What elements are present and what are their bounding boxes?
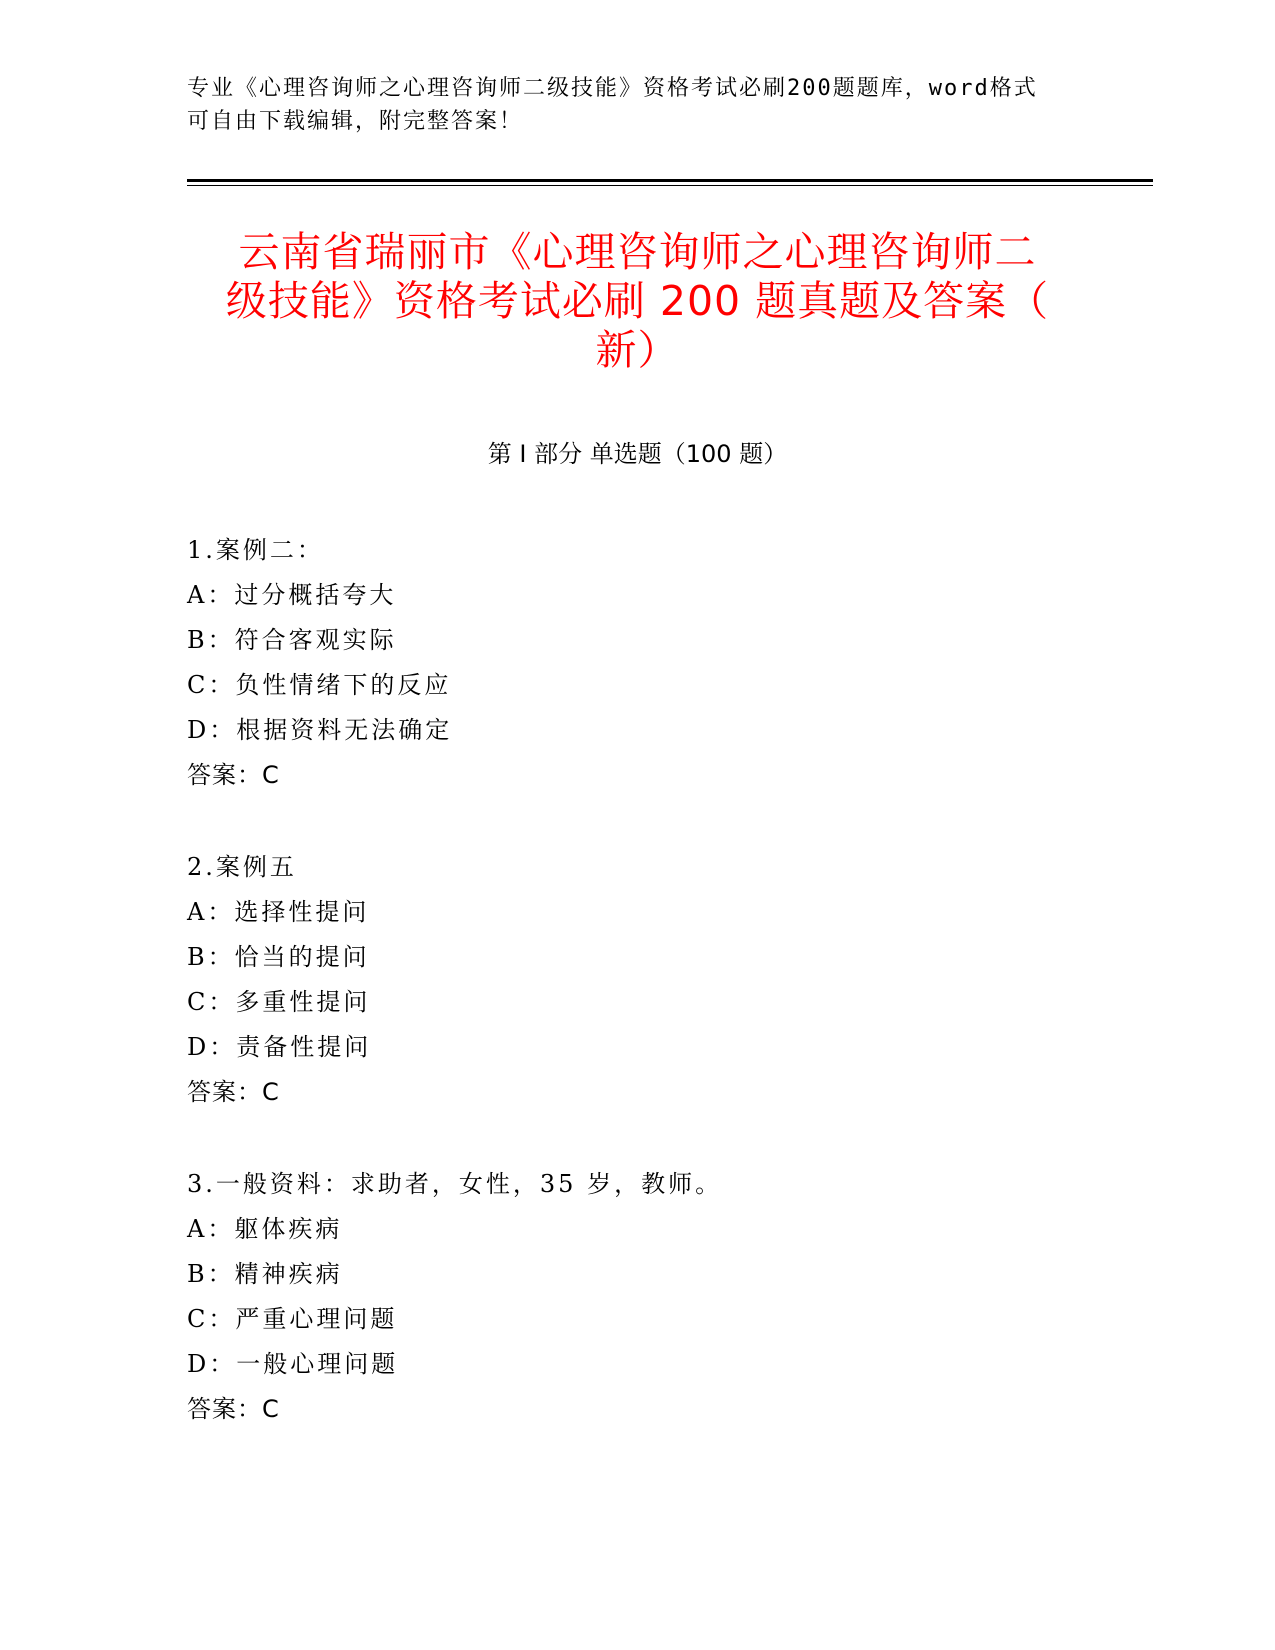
- question-list: [187, 528, 1087, 1479]
- option-d: D：责备性提问: [187, 1033, 372, 1061]
- header-note-line-2: 可自由下载编辑，附完整答案！: [187, 109, 524, 134]
- document-title-line-3: 新）: [595, 326, 680, 374]
- option-d: D：一般心理问题: [187, 1350, 399, 1378]
- option-b: B：符合客观实际: [187, 626, 397, 654]
- option-b: B：精神疾病: [187, 1260, 343, 1288]
- header-note: [187, 72, 1067, 138]
- header-divider-thin: [187, 185, 1153, 186]
- question-item: [187, 845, 1087, 1115]
- option-a: A：选择性提问: [187, 898, 370, 926]
- header-note-line-1: 专业《心理咨询师之心理咨询师二级技能》资格考试必刷200题题库，word格式: [187, 76, 1038, 101]
- option-c: C：严重心理问题: [187, 1305, 398, 1333]
- header-divider-thick: [187, 179, 1153, 182]
- document-title-line-1: 云南省瑞丽市《心理咨询师之心理咨询师二: [238, 228, 1037, 276]
- option-a: A：躯体疾病: [187, 1215, 343, 1243]
- answer-line: 答案：C: [187, 761, 280, 789]
- question-stem: 1.案例二：: [187, 536, 324, 564]
- question-item: [187, 1162, 1087, 1432]
- option-b: B：恰当的提问: [187, 943, 370, 971]
- answer-line: 答案：C: [187, 1395, 280, 1423]
- question-stem: 2.案例五: [187, 853, 297, 881]
- question-stem: 3.一般资料：求助者，女性，35 岁，教师。: [187, 1170, 723, 1198]
- answer-line: 答案：C: [187, 1078, 280, 1106]
- document-title: [190, 228, 1085, 375]
- section-heading: 第 I 部分 单选题（100 题）: [487, 440, 788, 468]
- option-d: D：根据资料无法确定: [187, 716, 453, 744]
- option-c: C：多重性提问: [187, 988, 371, 1016]
- document-title-line-2: 级技能》资格考试必刷 200 题真题及答案（: [225, 277, 1050, 325]
- option-c: C：负性情绪下的反应: [187, 671, 452, 699]
- question-item: [187, 528, 1087, 798]
- option-a: A：过分概括夸大: [187, 581, 397, 609]
